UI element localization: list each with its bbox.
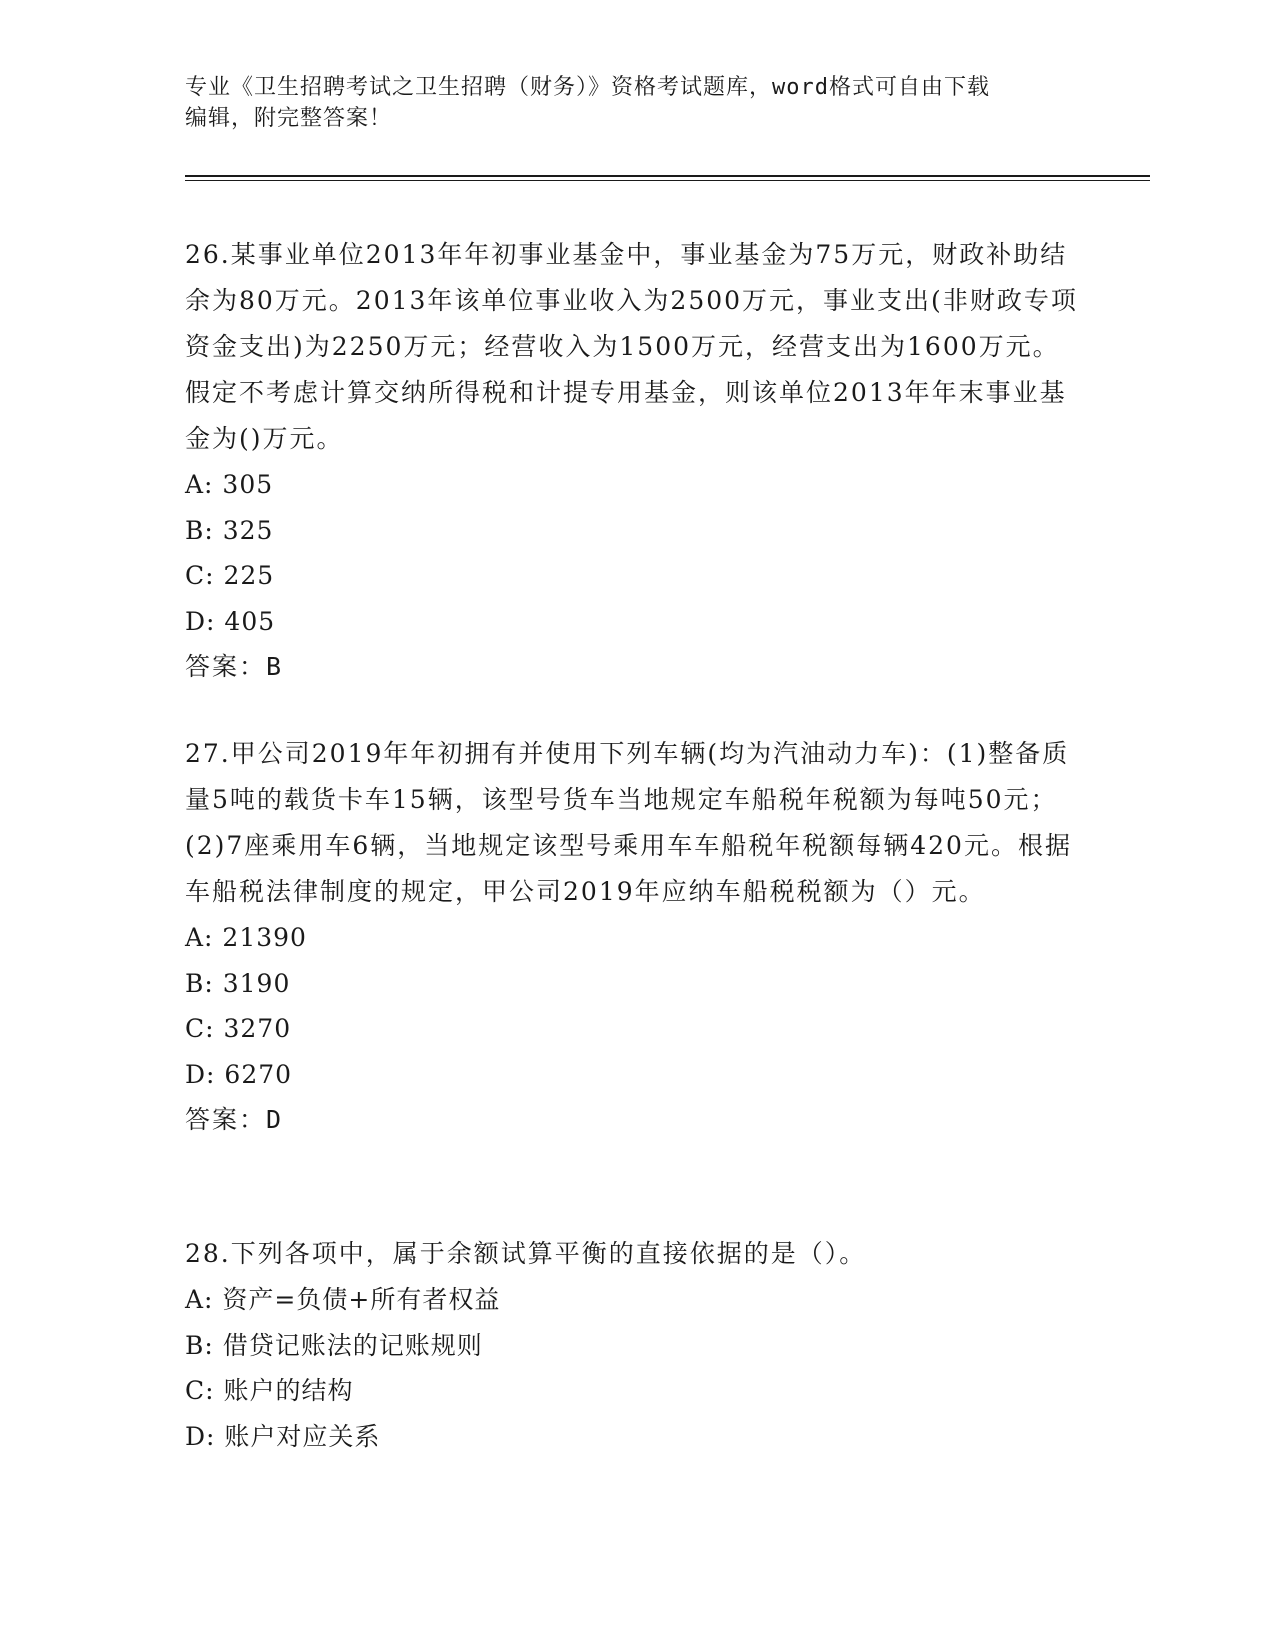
question-stem: 28.下列各项中，属于余额试算平衡的直接依据的是（）。	[185, 1239, 867, 1268]
header-line-1: 专业《卫生招聘考试之卫生招聘（财务）》资格考试题库，word格式可自由下载	[185, 75, 990, 100]
option-c: C: 225	[185, 561, 275, 590]
answer-line: 答案：B	[185, 652, 284, 681]
question-stem: 26.某事业单位2013年年初事业基金中，事业基金为75万元，财政补助结余为80万元。2013年该单位事业收入为2500万元，事业支出(非财政专项资金支出)为2250万元；经营收入为1500万元，经营支出为1600万元。假定不考虑计算交纳所得税和计提专用基金，则该单位2013年年末事业基金为()万元。	[185, 240, 1078, 453]
option-a: A: 305	[185, 470, 274, 499]
document-header	[185, 72, 1085, 134]
question-26	[185, 232, 1085, 689]
option-b: B: 借贷记账法的记账规则	[185, 1330, 483, 1360]
option-c: C: 账户的结构	[185, 1376, 354, 1405]
question-27	[185, 731, 1085, 1142]
option-a: A: 21390	[185, 923, 307, 952]
header-divider-thin	[185, 180, 1150, 181]
option-d: D: 账户对应关系	[185, 1421, 381, 1451]
header-line-2: 编辑，附完整答案！	[185, 106, 393, 131]
header-divider-thick	[185, 175, 1150, 177]
option-a: A: 资产=负债+所有者权益	[185, 1285, 501, 1314]
option-c: C: 3270	[185, 1014, 292, 1043]
option-b: B: 325	[185, 515, 274, 545]
question-stem: 27.甲公司2019年年初拥有并使用下列车辆(均为汽油动力车)：(1)整备质量5吨的载货卡车15辆，该型号货车当地规定车船税年税额为每吨50元；(2)7座乘用车6辆，当地规定该型号乘用车车船税年税额每辆420元。根据车船税法律制度的规定，甲公司2019年应纳车船税税额为（）元。	[185, 739, 1072, 906]
option-b: B: 3190	[185, 968, 291, 998]
option-d: D: 405	[185, 606, 276, 636]
question-28	[185, 1231, 1085, 1459]
option-d: D: 6270	[185, 1059, 293, 1089]
answer-line: 答案：D	[185, 1105, 284, 1134]
